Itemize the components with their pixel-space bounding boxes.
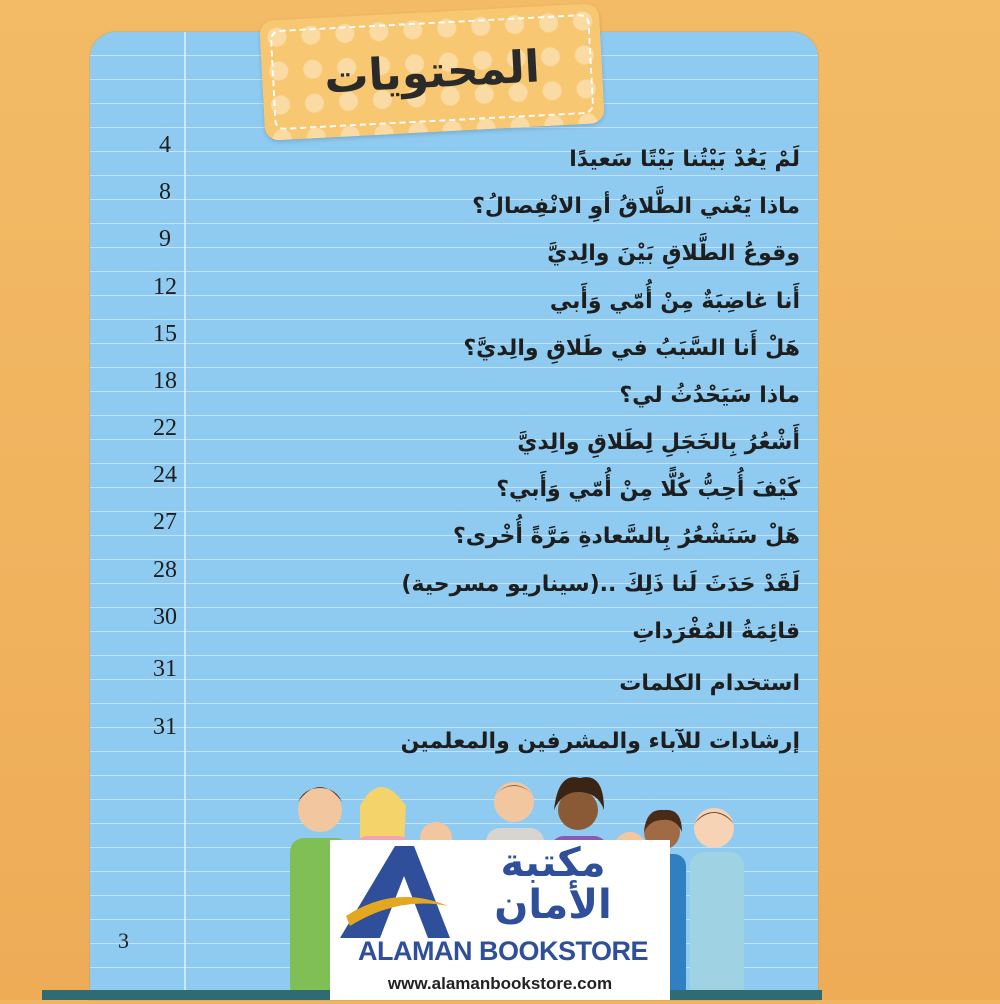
toc-row[interactable] — [140, 132, 800, 180]
toc-page-number: 31 — [153, 656, 177, 682]
toc-row[interactable] — [140, 462, 800, 510]
toc-page-number: 31 — [153, 714, 177, 740]
toc-row[interactable] — [140, 557, 800, 605]
toc-row[interactable] — [140, 179, 800, 227]
toc-row[interactable] — [140, 415, 800, 463]
toc-page-number: 8 — [159, 179, 171, 205]
toc-page-number: 27 — [153, 509, 177, 535]
toc-entry-title: كَيْفَ أُحِبُّ كُلًّا مِنْ أُمّي وَأَبي؟ — [496, 477, 800, 502]
toc-entry-title: أَشْعُرُ بِالخَجَلِ لِطَلاقِ والِديَّ — [517, 430, 800, 455]
watermark-arabic — [438, 842, 668, 926]
toc-row[interactable] — [140, 368, 800, 416]
toc-row[interactable] — [140, 656, 800, 704]
toc-entry-title: استخدام الكلمات — [619, 671, 800, 696]
toc-page-number: 12 — [153, 274, 177, 300]
toc-entry-title: ماذا سَيَحْدُثُ لي؟ — [619, 383, 800, 408]
toc-page-number: 4 — [159, 132, 171, 158]
toc-page-number: 15 — [153, 321, 177, 347]
alaman-logo-icon — [340, 846, 450, 938]
toc-entry-title: هَلْ أَنا السَّبَبُ في طَلاقِ والِديَّ؟ — [463, 336, 800, 361]
toc-entry-title: هَلْ سَنَشْعُرُ بِالسَّعادةِ مَرَّةً أُخْرى؟ — [452, 524, 800, 549]
toc-page-number: 30 — [153, 604, 177, 630]
child-figure — [690, 808, 744, 1000]
toc-row[interactable] — [140, 226, 800, 274]
toc-page-number: 24 — [153, 462, 177, 488]
toc-page-number: 18 — [153, 368, 177, 394]
toc-entry-title: قائِمَةُ المُفْرَداتِ — [632, 619, 800, 644]
toc-row[interactable] — [140, 714, 800, 762]
toc-page-number: 22 — [153, 415, 177, 441]
toc-entry-title: لَمْ يَعُدْ بَيْتُنا بَيْتًا سَعيدًا — [569, 147, 800, 172]
watermark-english: ALAMAN BOOKSTORE — [357, 936, 648, 966]
page-title: المحتويات — [322, 41, 541, 104]
toc-entry-title: وقوعُ الطَّلاقِ بَيْنَ والِديَّ — [547, 241, 800, 266]
toc-entry-title: ماذا يَعْني الطَّلاقُ أوِ الانْفِصالُ؟ — [472, 194, 800, 219]
watermark-arabic-line2: الأمان — [494, 882, 612, 928]
toc-entry-title: إرشادات للآباء والمشرفين والمعلمين — [400, 729, 800, 754]
page-number: 3 — [118, 928, 129, 953]
toc-page-number: 28 — [153, 557, 177, 583]
watermark-url[interactable]: www.alamanbookstore.com — [387, 974, 613, 993]
toc-entry-title: أَنا غاضِبَةٌ مِنْ أُمّي وَأَبي — [549, 289, 800, 314]
toc-row[interactable] — [140, 321, 800, 369]
toc-row[interactable] — [140, 509, 800, 557]
toc-row[interactable] — [140, 604, 800, 652]
toc-row[interactable] — [140, 274, 800, 322]
watermark-arabic-line1: مكتبة — [500, 840, 606, 886]
toc-page-number: 9 — [159, 226, 171, 252]
toc-entry-title: لَقَدْ حَدَثَ لَنا ذَلِكَ ..(سيناريو مسرحية) — [401, 572, 800, 597]
